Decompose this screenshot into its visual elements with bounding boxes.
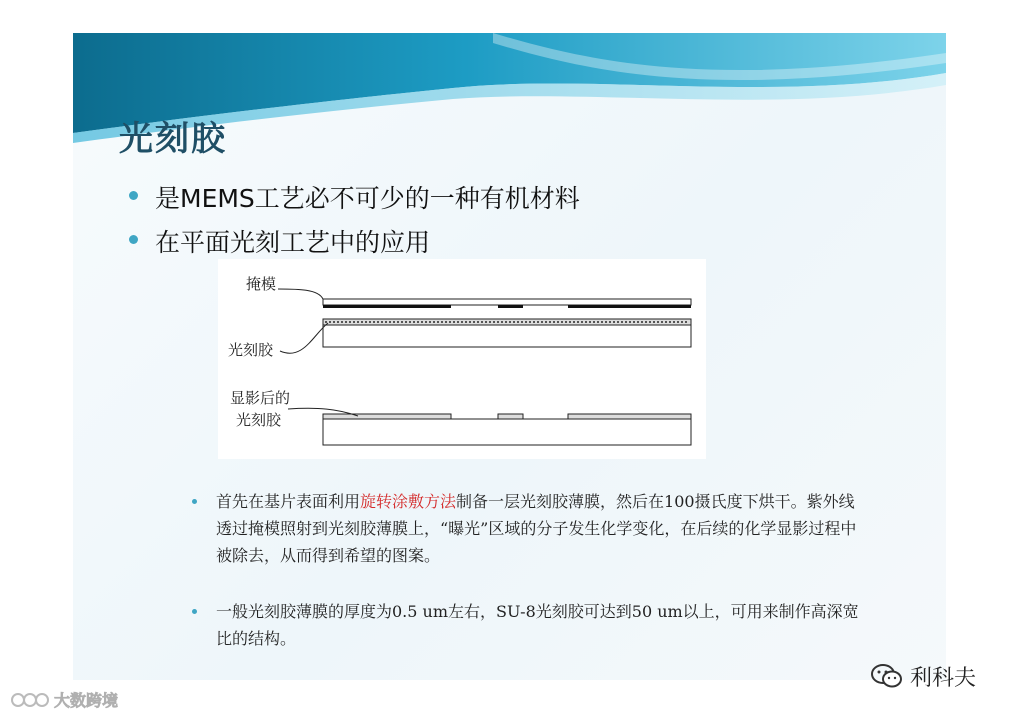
bullet-dot-icon <box>129 235 138 244</box>
watermark-text: 大数跨境 <box>54 691 119 710</box>
slide-title: 光刻胶 <box>119 119 227 159</box>
bullet-text: 在平面光刻工艺中的应用 <box>155 228 431 257</box>
developed-substrate <box>323 414 691 445</box>
label-developed-2: 光刻胶 <box>236 411 282 429</box>
bullet-dot-icon <box>129 191 138 200</box>
mask-plate <box>323 299 691 308</box>
wechat-name: 利科夫 <box>910 665 977 691</box>
sub-bullet-text: 首先在基片表面利用旋转涂敷方法制备一层光刻胶薄膜，然后在100摄氏度下烘干。紫外线透过掩模照射到光刻胶薄膜上，“曝光”区域的分子发生化学变化，在后续的化学显影过程中被除去，从而得到希望的图案。 <box>216 492 857 565</box>
wechat-account-badge <box>870 660 976 692</box>
wechat-icon <box>870 662 904 690</box>
watermark <box>10 688 118 711</box>
watermark-logo-icon <box>10 690 50 710</box>
label-developed-1: 显影后的 <box>230 389 291 407</box>
label-mask: 掩模 <box>246 275 277 293</box>
slide <box>73 33 946 680</box>
bullet-dot-icon <box>192 499 197 504</box>
substrate-with-resist <box>323 319 691 347</box>
bullet-text: 是MEMS工艺必不可少的一种有机材料 <box>155 184 580 213</box>
lithography-diagram <box>218 259 706 459</box>
sub-bullet-text: 一般光刻胶薄膜的厚度为0.5 um左右，SU-8光刻胶可达到50 um以上，可用来制作高深宽比的结构。 <box>216 602 859 648</box>
highlight-text: 旋转涂敷方法 <box>360 492 457 511</box>
bullet-dot-icon <box>192 609 197 614</box>
label-resist: 光刻胶 <box>228 341 274 359</box>
